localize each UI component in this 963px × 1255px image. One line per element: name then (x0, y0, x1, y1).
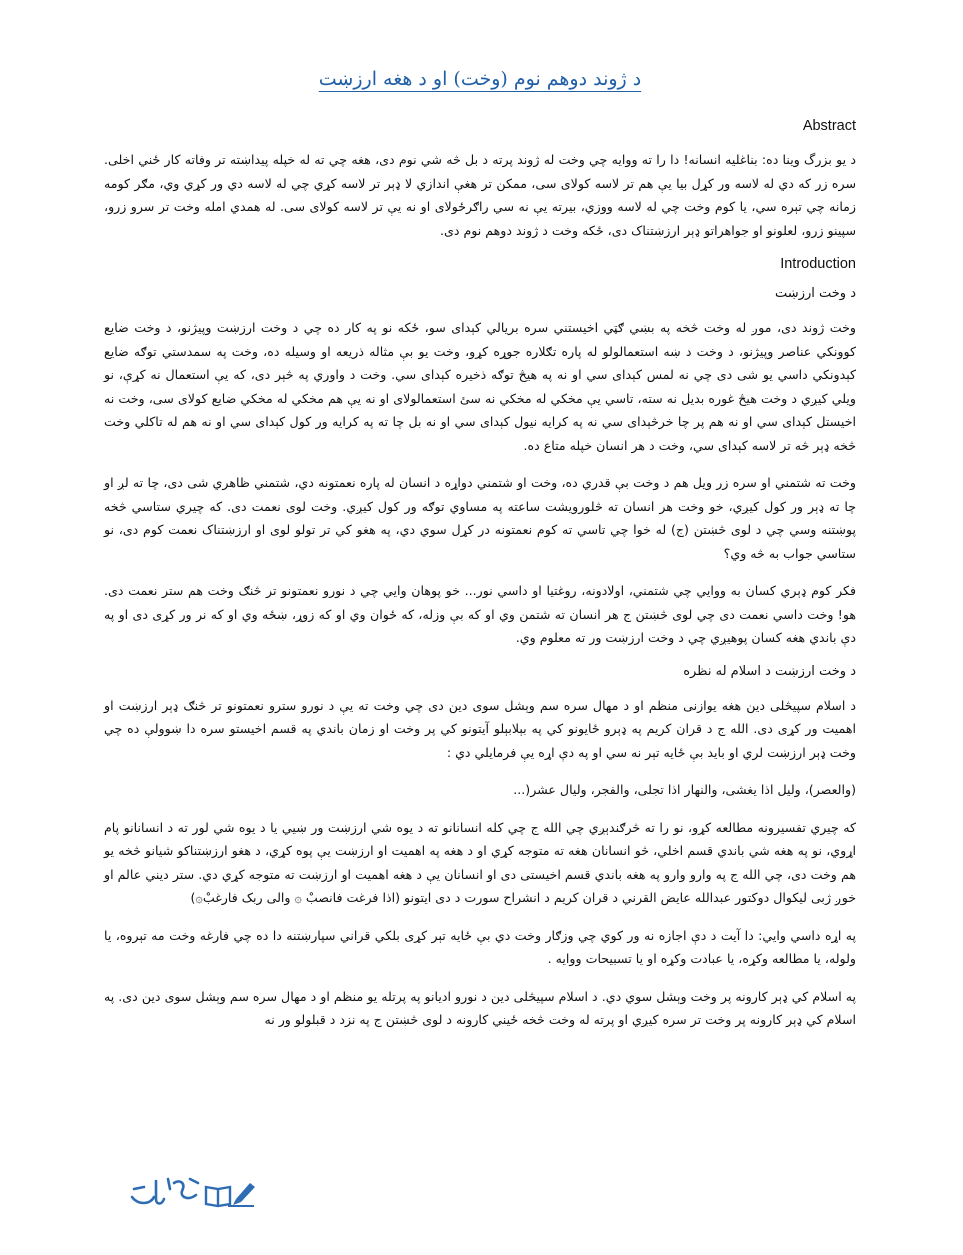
body-paragraph: فکر کوم ډېري کسان به ووایي چي شتمني، اولادونه، روغتیا او داسي نور... خو پوهان وایي چي د نورو نعمتونو تر څنګ وخت هم ستر نعمت دی. هو! وخت داسي نعمت دی چي لوی څښتن ج هر انسان ته شتمن وي او که بې وزله، که ځوان وي او که زوړ، ښځه وي او که نر ور کړی دی او په دې باندي هغه کسان پوهیږي چي د وخت ارزښت ور ته معلوم وي. (104, 583, 856, 645)
abstract-paragraph: د یو بزرگ وینا ده: بناغلیه انسانه! دا را ته ووایه چي وخت له ژوند پرته د بل څه شي نوم دی، هغه چي ته له خپله پیداښته تر وفاته کار ځني اخلی. سره زر که دي له لاسه ور کړل بیا یې هم تر لاسه کولای سی، ممکن تر هغې اندازي لا ډېر تر لاسه کړي چي له لاسه دي ور کړي وي، مګر کومه زمانه چي تېره سي، یا کوم وخت چي له لاسه ووزي، بیرته یې نه سي راګرځولای او نه یې تر لاسه کولای سی. له همدي امله وخت تر سرو زرو، سپینو زرو، لعلونو او جواهراتو ډېر ارزښتناک دی، ځکه وخت د ژوند دوهم نوم دی. (104, 152, 856, 238)
document-title: د ژوند دوهم نوم (وخت) او د هغه ارزښت (318, 68, 642, 90)
book-icon (206, 1187, 230, 1206)
body-paragraph: په اسلام کي ډېر کارونه پر وخت وېشل سوي دي. د اسلام سپیڅلی دین د نورو ادیانو په پرتله یو منظم او د مهال سره سم وېشل سوی دین دی. په اسلام کي ډېر کارونه پر وخت تر سره کیږي او پرته له وخت څخه ځیني کارونه د لوی څښتن ج په نزد د قبلولو ور نه (104, 988, 856, 1027)
pen-icon (228, 1183, 255, 1206)
gulzar-logo (128, 1175, 258, 1211)
body-paragraph: د اسلام سپیڅلی دین هغه یوازنی منظم او د مهال سره سم وېشل سوی دین دی چي وخت ته یې د نورو سترو نعمتونو تر څنګ ډېر ارزښت او اهمیت ور کړی دی. الله ج د قران کریم په ډېرو ځایونو کي په بېلابېلو آیتونو کي پر وخت او زمان باندي په قسم اخیستو سره دا ښوولې ده چي وخت ډېر ارزښت لري او باید بې ځایه تېر نه سي او په دې اړه یې فرمایلي دي : (104, 697, 856, 760)
body-paragraph: وخت ته شتمني او سره زر ویل هم د وخت بې قدري ده، وخت او شتمني دواړه د انسان له پاره نعمتونه دي، شتمني ظاهري شی دی، چا ته لږ او چا ته ډېر ور کول کیږي، خو وخت هر انسان ته څلورویشت ساعته په مساوي توګه ور کول کیږي. وخت لوی نعمت دی. که چیري ستاسي څخه پوښتنه وسي چي د لوی څښتن (ج) له خوا چي تاسي ته کوم نعمتونه در کړل سوي دي، په هغو کي تر تولو لوی او ارزښتناک نعمت کوم دی، نو ستاسي جواب به څه وي؟ (104, 475, 856, 561)
section-heading-islam-view: د وخت ارزښت د اسلام له نظره (683, 663, 856, 679)
body-paragraph: وخت ژوند دی، موږ له وخت څخه په بښي ګټي اخیستني سره بریالي کېدای سو، ځکه نو په کار ده چي د وخت ارزښت وپیژنو، د وخت ضایع کوونکي عناصر وپیژنو، د وخت د ښه استعمالولو له پاره تګلاره جوړه کړو، وخت یو بې مثاله ذریعه او وسیله ده، وخت په سمدستي توګه ضایع کېدونکي داسي یو شی دی چي نه لمس کېدای سي او نه په هیڅ توګه ذخیره کېدای سي. وخت د واوري په څېر دی، که یې استعمال نه کړې، نو ویلي کیږي د وخت هیڅ غوره بدیل نه سته، تاسي یې مخکي له مخکي نه سئ استعمالولای او نه یې هم مخکي له مخکي ضایع کولای سی، وخت نه اخیستل کېدای سي او نه هم پر چا خرڅېدای سي نه په کرایه نیول کېدای سي او نه بل چا ته په کرایه ور کول کېدای سي او نه هم له تاکلي وخت څخه ډېر څه تر لاسه کېدای سي، وخت د هر انسان خپله متاع ده. (104, 320, 856, 453)
introduction-heading: Introduction (780, 256, 856, 272)
logo-script (132, 1179, 198, 1204)
document-page (104, 60, 856, 1046)
body-paragraph: که چیري تفسیرونه مطالعه کړو، نو را ته څرګندېږي چي الله ج چي کله انسانانو ته د یوه شي ارزښت ور ښیي یا د یوه شي لور ته د انسانانو پام اړوي، نو په هغه شي باندي قسم اخلي، څو انسانان هغه ته متوجه کړي او د هغه په اهمیت او ارزښت یې پوه کړي، د هغو ارزښتناکو شیانو څخه یو هم وخت دی، چي الله ج په وارو وارو په هغه باندي قسم اخیستی دی او انسانان یې د هغه اهمیت او ارزښت ته متوجه کړي دي. ستر دیني عالم او خوږ ژبی لیکوال دوکتور عبدالله عایض القرني د قران کریم د انشراح سورت د دی ایتونو (اذا فرغت فانصبْ ۞ والی ربک فارغبْ۞) (104, 819, 856, 905)
section-heading-time-value: د وخت ارزښت (775, 286, 856, 301)
body-paragraph: په اړه داسي وایي: دا آیت د دې اجازه نه ور کوي چي وزګار وخت دي بې ځایه تېر کړی بلکي قراني سپارښتنه دا ده چي فارغه وخت مه تېروه، یا ولوله، یا مطالعه وکړه، یا عبادت وکړه او یا تسبیحات ووایه . (104, 927, 856, 966)
quran-quote: (والعصر)، ولیل اذا یغشی، والنهار اذا تجلی، والفجر، ولیال عشر(... (513, 782, 856, 797)
abstract-heading: Abstract (802, 118, 856, 134)
